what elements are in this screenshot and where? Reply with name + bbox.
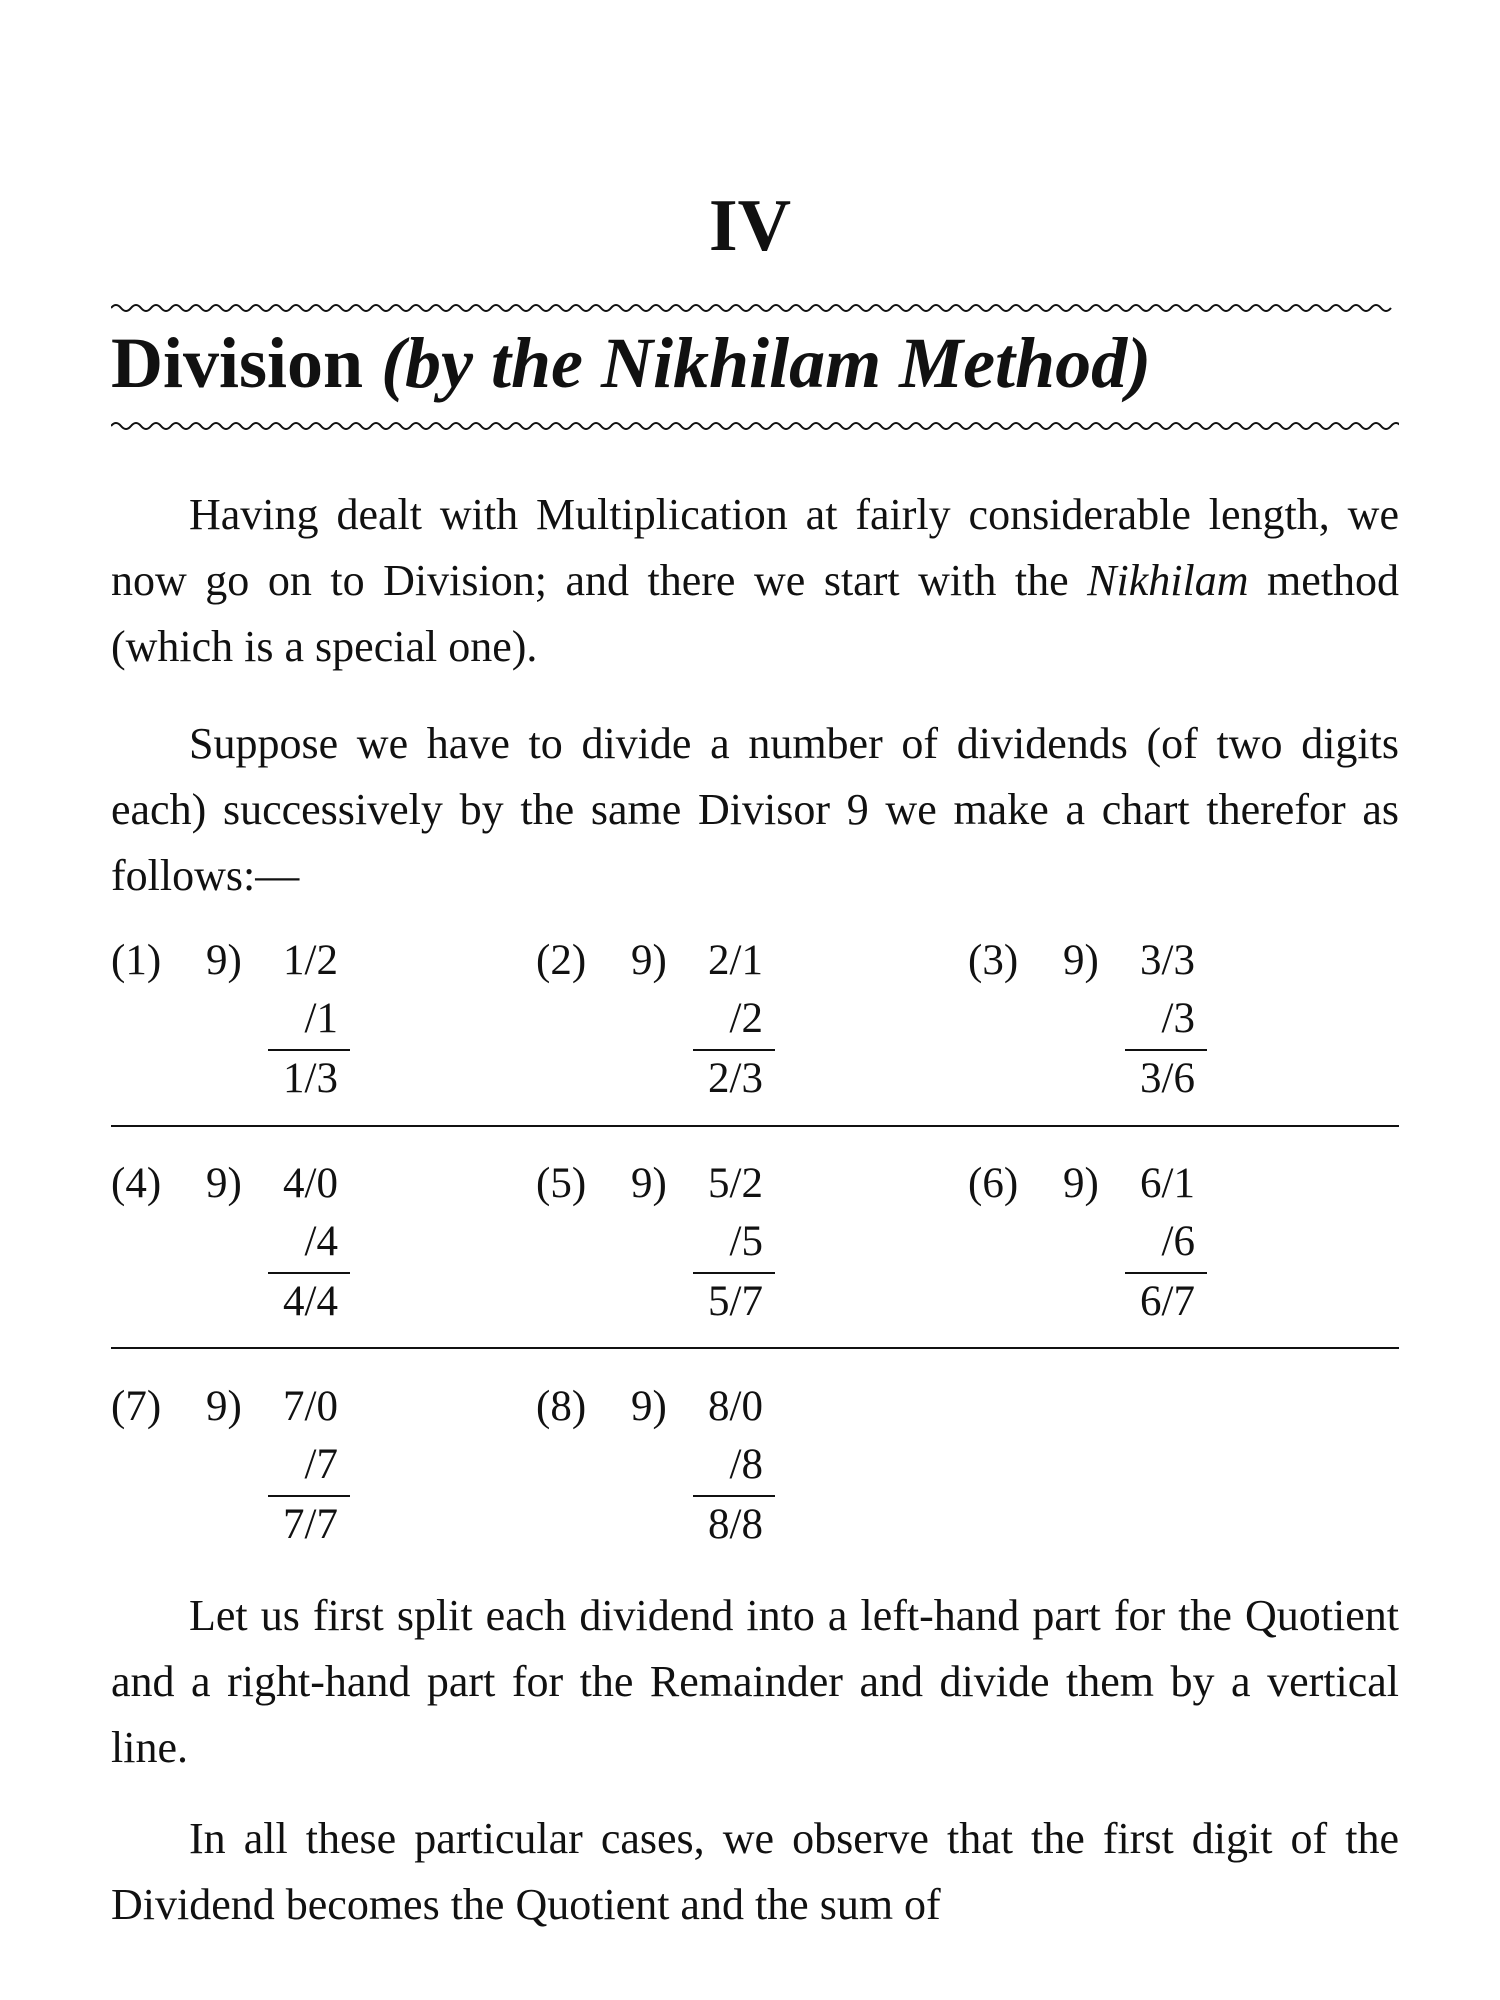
top-wavy-rule bbox=[111, 300, 1399, 316]
paragraph-1-italic: Nikhilam bbox=[1087, 556, 1249, 605]
example-divisor: 9) bbox=[206, 1383, 242, 1430]
example-dividend: 3/3 bbox=[1140, 937, 1195, 984]
paragraph-1 bbox=[111, 482, 1399, 680]
paragraph-4 bbox=[111, 1806, 1399, 1938]
bottom-wavy-rule bbox=[111, 418, 1399, 434]
example-divisor: 9) bbox=[631, 937, 667, 984]
example-dividend: 5/2 bbox=[708, 1160, 763, 1207]
example-result: 7/7 bbox=[283, 1501, 338, 1548]
example-divisor: 9) bbox=[206, 1160, 242, 1207]
example-dividend: 1/2 bbox=[283, 937, 338, 984]
chapter-title-subtitle: (by the Nikhilam Method) bbox=[381, 323, 1152, 403]
chapter-number: IV bbox=[708, 185, 792, 267]
example-divisor: 9) bbox=[1063, 937, 1099, 984]
example-label: (8) bbox=[536, 1383, 587, 1430]
example-addend: /5 bbox=[729, 1218, 763, 1265]
example-label: (4) bbox=[111, 1160, 162, 1207]
example-label: (5) bbox=[536, 1160, 587, 1207]
example-label: (6) bbox=[968, 1160, 1019, 1207]
example-addend: /4 bbox=[304, 1218, 338, 1265]
example-dividend: 8/0 bbox=[708, 1383, 763, 1430]
chapter-title bbox=[111, 318, 1151, 408]
example-result: 5/7 bbox=[708, 1278, 763, 1325]
chart-row-divider-1 bbox=[111, 1125, 1399, 1127]
example-addend: /3 bbox=[1161, 995, 1195, 1042]
example-result: 6/7 bbox=[1140, 1278, 1195, 1325]
example-addend: /6 bbox=[1161, 1218, 1195, 1265]
chart-row-divider-2 bbox=[111, 1347, 1399, 1349]
paragraph-1-text-b: method (which is a special one). bbox=[111, 556, 1399, 671]
example-divisor: 9) bbox=[206, 937, 242, 984]
example-addend: /2 bbox=[729, 995, 763, 1042]
example-label: (7) bbox=[111, 1383, 162, 1430]
example-divisor: 9) bbox=[631, 1383, 667, 1430]
example-label: (2) bbox=[536, 937, 587, 984]
example-divisor: 9) bbox=[1063, 1160, 1099, 1207]
example-addend: /7 bbox=[304, 1441, 338, 1488]
example-divisor: 9) bbox=[631, 1160, 667, 1207]
example-result: 2/3 bbox=[708, 1055, 763, 1102]
paragraph-2-text: Suppose we have to divide a number of dividends (of two digits each) successively by the same Divisor 9 we make a chart therefor as follows:— bbox=[111, 719, 1399, 900]
chapter-title-main: Division bbox=[111, 323, 364, 403]
example-addend: /1 bbox=[304, 995, 338, 1042]
example-result: 8/8 bbox=[708, 1501, 763, 1548]
paragraph-2 bbox=[111, 711, 1399, 909]
example-dividend: 2/1 bbox=[708, 937, 763, 984]
example-dividend: 4/0 bbox=[283, 1160, 338, 1207]
example-label: (3) bbox=[968, 937, 1019, 984]
example-dividend: 6/1 bbox=[1140, 1160, 1195, 1207]
example-result: 1/3 bbox=[283, 1055, 338, 1102]
paragraph-3 bbox=[111, 1583, 1399, 1781]
paragraph-3-text: Let us first split each dividend into a left-hand part for the Quotient and a right-hand part for the Remainder and divide them by a vertical line. bbox=[111, 1591, 1399, 1772]
example-result: 3/6 bbox=[1140, 1055, 1195, 1102]
example-dividend: 7/0 bbox=[283, 1383, 338, 1430]
paragraph-4-text: In all these particular cases, we observe that the first digit of the Dividend becomes the Quotient and the sum of bbox=[111, 1814, 1399, 1929]
example-addend: /8 bbox=[729, 1441, 763, 1488]
example-label: (1) bbox=[111, 937, 162, 984]
example-result: 4/4 bbox=[283, 1278, 338, 1325]
paragraph-1-text-a: Having dealt with Multiplication at fairly considerable length, we now go on to Division; and there we start with the bbox=[111, 490, 1399, 605]
